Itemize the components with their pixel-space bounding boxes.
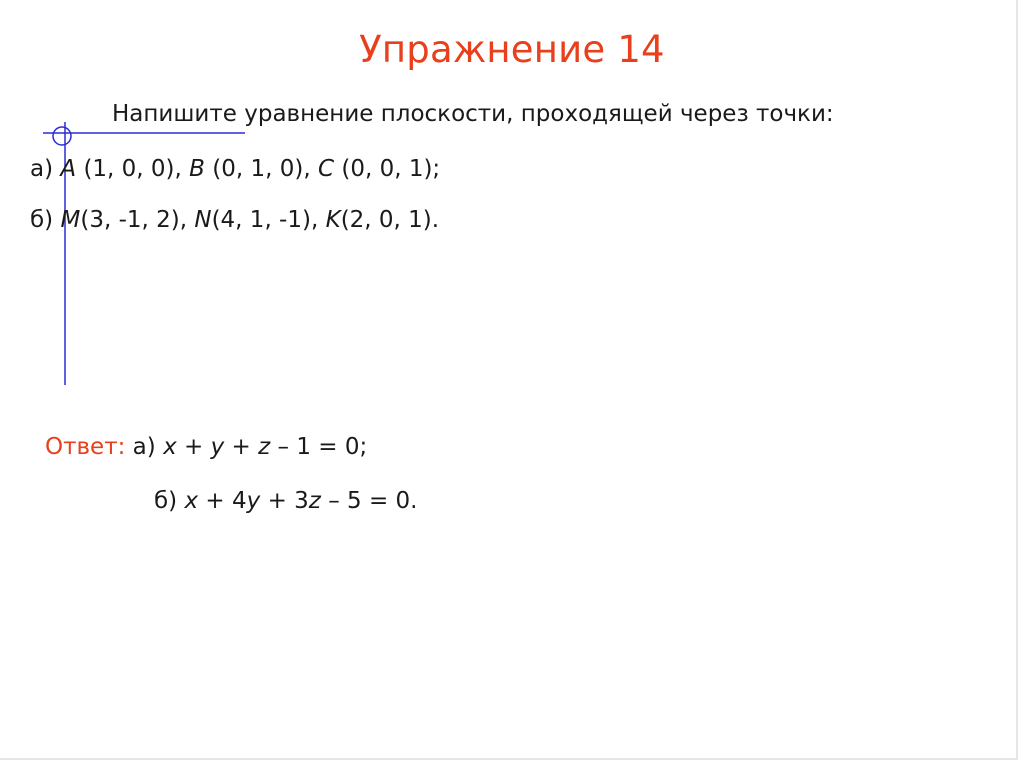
answer-b bbox=[154, 488, 417, 514]
point-m-coords: (3, -1, 2), bbox=[80, 207, 188, 233]
point-c-name: C bbox=[317, 156, 335, 182]
answer-a-plus2: + bbox=[231, 434, 251, 460]
answer-a-z: z bbox=[258, 434, 271, 460]
point-k-coords: (2, 0, 1). bbox=[340, 207, 440, 233]
point-b-name: B bbox=[189, 156, 205, 182]
answer-a-plus1: + bbox=[184, 434, 204, 460]
answer-b-label: б) bbox=[154, 488, 178, 514]
answer-a bbox=[45, 434, 367, 460]
point-n-coords: (4, 1, -1), bbox=[211, 207, 319, 233]
answer-a-y: y bbox=[210, 434, 225, 460]
answer-a-label: а) bbox=[132, 434, 156, 460]
slide-title: Упражнение 14 bbox=[359, 28, 665, 71]
answer-b-x: x bbox=[184, 488, 199, 514]
answer-b-plus2: + 3 bbox=[267, 488, 309, 514]
answer-b-y: y bbox=[246, 488, 261, 514]
guide-circle bbox=[53, 127, 71, 145]
answer-label: Ответ: bbox=[45, 434, 126, 460]
part-a-label: а) bbox=[30, 156, 54, 182]
answer-a-x: x bbox=[163, 434, 177, 460]
part-b-points bbox=[30, 207, 439, 233]
part-a-points bbox=[30, 156, 440, 182]
point-a-name: A bbox=[60, 156, 77, 182]
point-c-coords: (0, 0, 1); bbox=[341, 156, 441, 182]
task-statement: Напишите уравнение плоскости, проходящей через точки: bbox=[112, 101, 834, 127]
point-k-name: K bbox=[325, 207, 341, 233]
answer-a-rest: – 1 = 0; bbox=[277, 434, 368, 460]
answer-b-plus1: + 4 bbox=[205, 488, 247, 514]
part-b-label: б) bbox=[30, 207, 54, 233]
point-b-coords: (0, 1, 0), bbox=[212, 156, 311, 182]
point-a-coords: (1, 0, 0), bbox=[83, 156, 182, 182]
answer-b-z: z bbox=[308, 488, 321, 514]
answer-b-rest: – 5 = 0. bbox=[328, 488, 418, 514]
point-n-name: N bbox=[194, 207, 212, 233]
point-m-name: M bbox=[60, 207, 81, 233]
